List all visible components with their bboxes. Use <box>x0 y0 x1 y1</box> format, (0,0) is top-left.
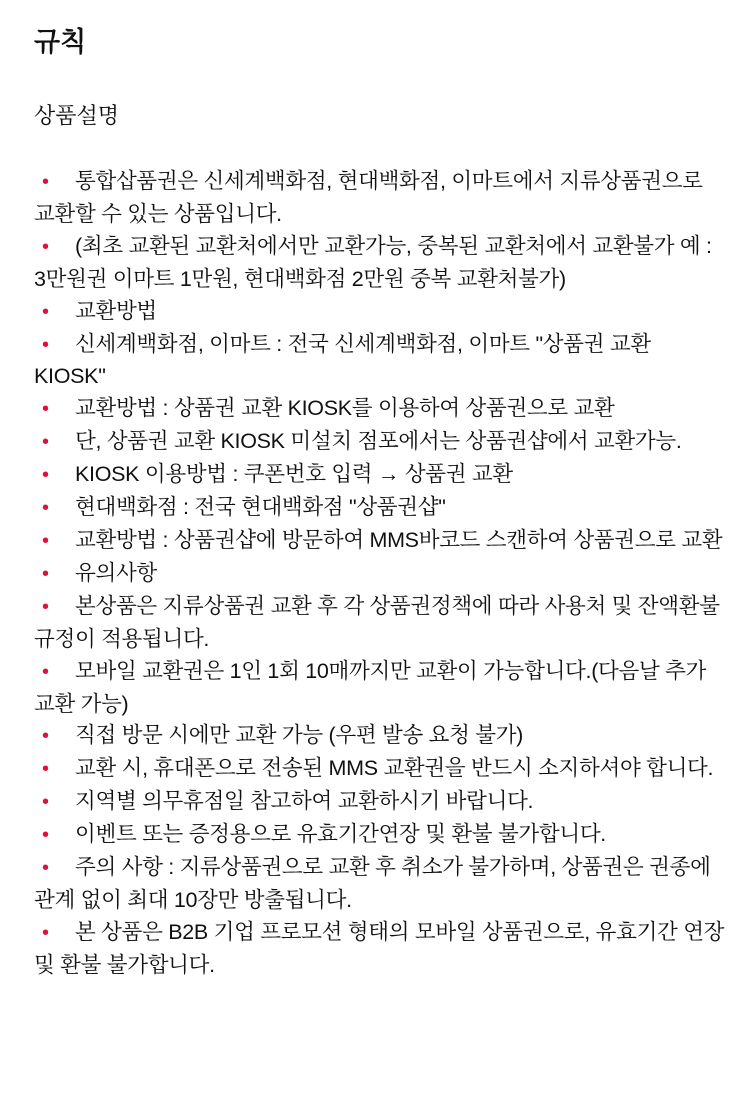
bullet-icon: • <box>42 595 49 618</box>
bullet-icon: • <box>42 300 49 323</box>
list-item <box>34 852 726 917</box>
page-title: 규칙 <box>34 27 87 57</box>
list-item-text: 현대백화점 : 전국 현대백화점 "상품권샵" <box>75 495 446 520</box>
list-item <box>34 753 726 786</box>
list-item-text: 이벤트 또는 증정용으로 유효기간연장 및 환불 불가합니다. <box>75 822 606 847</box>
list-item <box>34 296 726 329</box>
bullet-icon: • <box>42 921 49 944</box>
bullet-icon: • <box>42 791 49 814</box>
bullet-icon: • <box>42 725 49 748</box>
bullet-icon: • <box>42 857 49 880</box>
list-item <box>34 525 726 558</box>
list-item <box>34 917 726 982</box>
list-item-text: 단, 상품권 교환 KIOSK 미설치 점포에서는 상품권샵에서 교환가능. <box>75 429 682 454</box>
bullet-icon: • <box>42 398 49 421</box>
list-item-text: 직접 방문 시에만 교환 가능 (우편 발송 요청 불가) <box>75 723 524 748</box>
bullet-icon: • <box>42 333 49 356</box>
list-item-text: (최초 교환된 교환처에서만 교환가능, 중복된 교환처에서 교환불가 예 : 3만원권 이마트 1만원, 현대백화점 2만원 중복 교환처불가) <box>34 233 712 291</box>
list-item-text: 본상품은 지류상품권 교환 후 각 상품권정책에 따라 사용처 및 잔액환불규정이 적용됩니다. <box>34 593 720 651</box>
list-item <box>34 426 726 459</box>
bullet-icon: • <box>42 824 49 847</box>
list-item-text: 교환방법 <box>75 298 157 323</box>
bullet-icon: • <box>42 758 49 781</box>
list-item-text: 지역별 의무휴점일 참고하여 교환하시기 바랍니다. <box>75 789 534 814</box>
list-item-text: 모바일 교환권은 1인 1회 10매까지만 교환이 가능합니다.(다음날 추가 교환 가능) <box>34 658 707 716</box>
bullet-icon: • <box>42 431 49 454</box>
list-item-text: 통합삽품권은 신세계백화점, 현대백화점, 이마트에서 지류상품권으로 교환할 수 있는 상품입니다. <box>34 169 703 226</box>
list-item <box>34 786 726 819</box>
list-item <box>34 720 726 753</box>
list-item-text: 주의 사항 : 지류상품권으로 교환 후 취소가 불가하며, 상품권은 권종에 관계 없이 최대 10장만 방출됩니다. <box>34 855 711 912</box>
list-item <box>34 819 726 852</box>
section-title: 상품설명 <box>34 103 120 128</box>
list-item <box>34 459 726 492</box>
bullet-icon: • <box>42 171 49 193</box>
bullet-icon: • <box>42 235 49 258</box>
list-item <box>34 656 726 721</box>
list-item <box>34 393 726 426</box>
list-item <box>34 166 726 231</box>
bullet-icon: • <box>42 660 49 683</box>
list-item-text: 신세계백화점, 이마트 : 전국 신세계백화점, 이마트 "상품권 교환 KIOSK" <box>34 331 651 389</box>
list-item <box>34 231 726 296</box>
bullet-icon: • <box>42 497 49 520</box>
list-item-text: 본 상품은 B2B 기업 프로모션 형태의 모바일 상품권으로, 유효기간 연장 및 환불 불가합니다. <box>34 919 725 977</box>
list-item <box>34 492 726 525</box>
list-item <box>34 558 726 591</box>
bullet-icon: • <box>42 464 49 487</box>
list-item-text: 교환방법 : 상품권 교환 KIOSK를 이용하여 상품권으로 교환 <box>75 396 615 421</box>
rules-list <box>34 166 726 982</box>
list-item-text: 유의사항 <box>75 560 157 585</box>
bullet-icon: • <box>42 562 49 585</box>
list-item-text: 교환방법 : 상품권샵에 방문하여 MMS바코드 스캔하여 상품권으로 교환 <box>75 527 723 552</box>
list-item <box>34 329 726 394</box>
list-item-text: KIOSK 이용방법 : 쿠폰번호 입력 → 상품권 교환 <box>75 462 513 487</box>
bullet-icon: • <box>42 529 49 552</box>
list-item-text: 교환 시, 휴대폰으로 전송된 MMS 교환권을 반드시 소지하셔야 합니다. <box>75 756 714 781</box>
list-item <box>34 591 726 656</box>
